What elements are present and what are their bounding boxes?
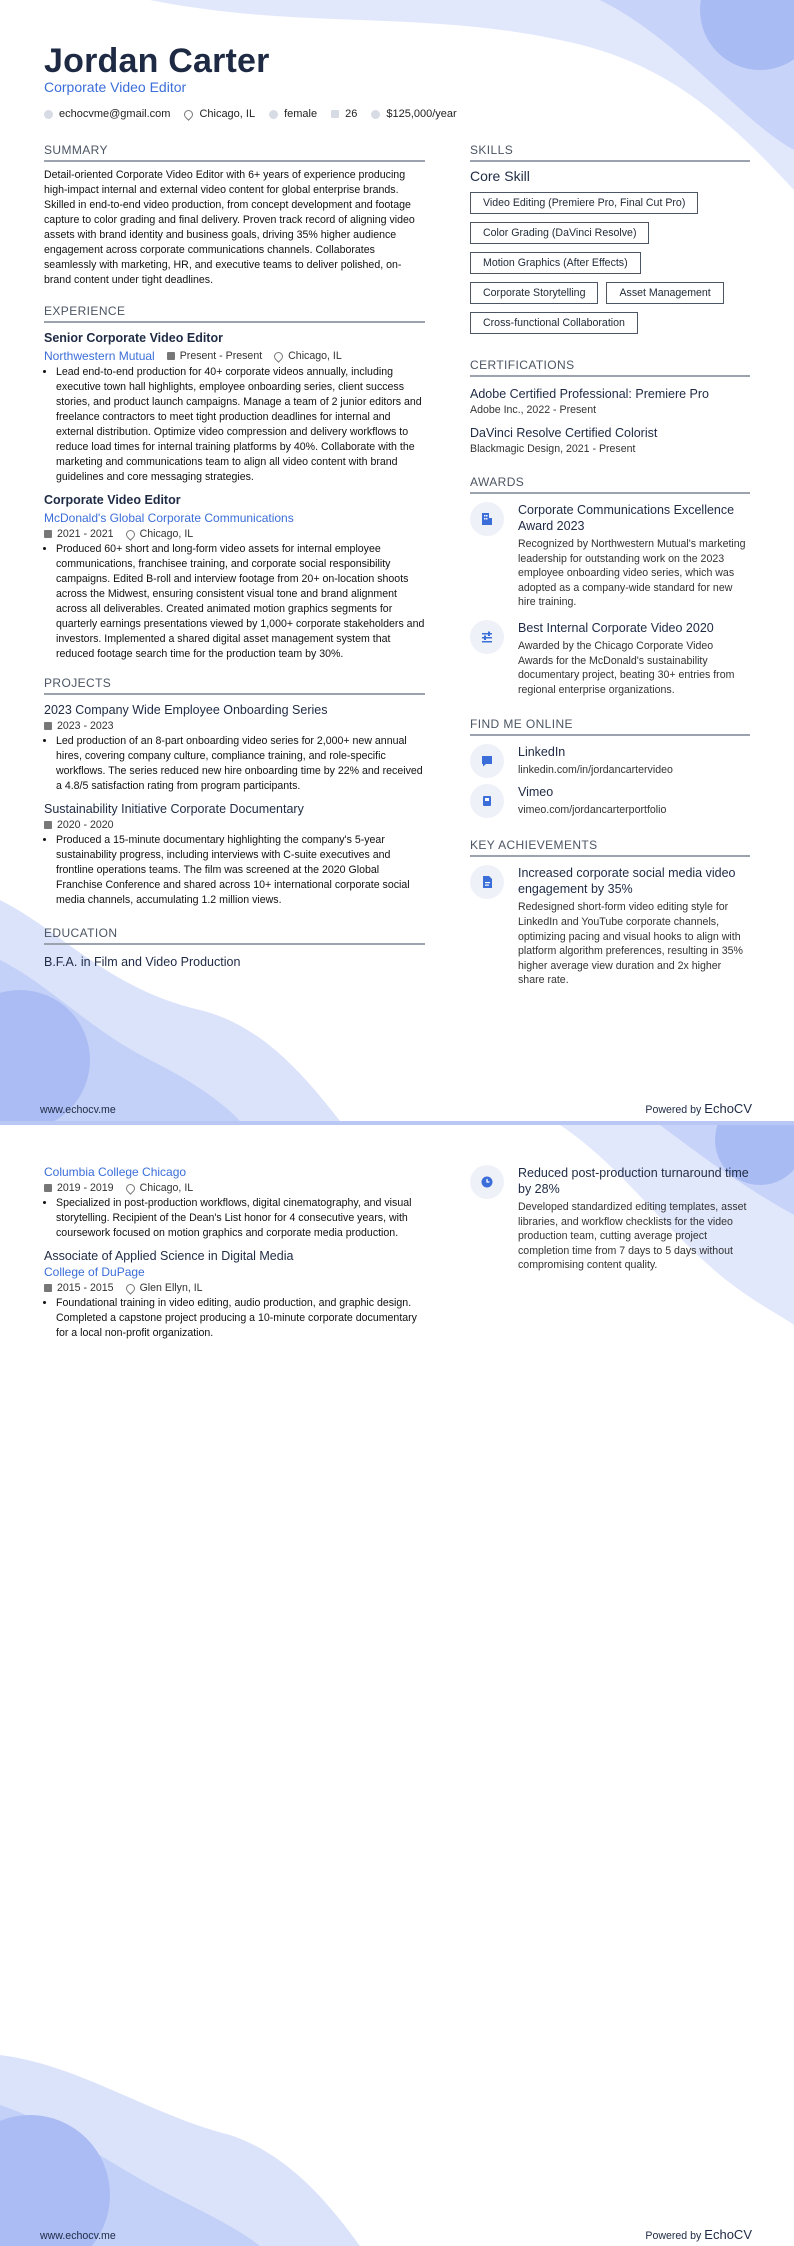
award-building-icon: [470, 502, 504, 536]
location-item: [184, 108, 255, 120]
school-name: Columbia College Chicago: [44, 1165, 187, 1179]
job-title: Senior Corporate Video Editor: [44, 331, 223, 345]
achievement-entry: [470, 865, 750, 988]
project-description: • Led production of an 8-part onboarding video series for 2,000+ new annual hires, covering company culture, compliance training, and role-specific workflows. The series reduced new hire onboarding time by 22% and received a 4.8/5 satisfaction rating from program participants.: [56, 734, 425, 794]
candidate-name: Jordan Carter: [44, 42, 270, 80]
education-entry: [44, 1249, 425, 1341]
education-entry: [44, 1165, 425, 1241]
award-sliders-icon: [470, 620, 504, 654]
school-name: College of DuPage: [44, 1265, 145, 1279]
job-description: • Produced 60+ short and long-form video assets for internal employee communications, franchisee training, and corporate social responsibility campaigns. Edited B-roll and interview footage from 20+ on-location shoots across the Midwest, ensuring consistent visual tone and brand alignment across all deliverables. Created animated motion graphics segments for quarterly earnings presentations viewed by 1,000+ corporate stakeholders and investors. Implemented a shared digital asset management system that reduced footage search time for the production team by 30%.: [56, 542, 425, 662]
online-title: Vimeo: [518, 785, 554, 800]
education-description: • Specialized in post-production workflows, digital cinematography, and visual storytelling. Recipient of the Dean's List honor for 4 consecutive years, with coursework focused on motion graphics and corporate media production.: [56, 1196, 425, 1241]
footer-powered-by: [645, 1101, 752, 1116]
calendar-icon: [167, 352, 175, 360]
achievement-entry: [470, 1165, 750, 1273]
achievement-document-icon: [470, 865, 504, 899]
project-dates: 2023 - 2023: [57, 720, 114, 732]
company-name: Northwestern Mutual: [44, 349, 155, 363]
online-entry: [470, 744, 750, 778]
calendar-icon: [44, 1184, 52, 1192]
email-item: [44, 108, 170, 120]
resume-page-1: [0, 0, 794, 1121]
projects-heading: PROJECTS: [44, 676, 425, 695]
certifications-heading: CERTIFICATIONS: [470, 358, 750, 377]
contact-bar: [44, 108, 457, 120]
salary-item: [371, 108, 456, 120]
job-description: • Lead end-to-end production for 40+ corporate videos annually, including executive town hall highlights, employee onboarding series, client success stories, and product launch campaigns. Manage a team of 2 junior editors and freelance contractors to meet tight production deadlines for internal and external distribution. Optimize video compression and delivery workflows to reduce load times for internal training platforms by 40%. Collaborate with the marketing and communications team to align all video content with brand guidelines and core messaging strategies.: [56, 365, 425, 485]
resume-page-2: [0, 1125, 794, 2246]
job-entry: [44, 331, 425, 485]
project-title: 2023 Company Wide Employee Onboarding Series: [44, 703, 328, 717]
email-text: echocvme@gmail.com: [59, 108, 171, 120]
education-description: • Foundational training in video editing, audio production, and graphic design. Completed a capstone project producing a 10-minute corporate documentary for a local non-profit organization.: [56, 1296, 425, 1341]
gender-item: [269, 108, 317, 120]
age-text: 26: [345, 108, 358, 120]
salary-text: $125,000/year: [386, 108, 457, 120]
footer-powered-by: [645, 2227, 752, 2242]
award-description: Recognized by Northwestern Mutual's marketing leadership for outstanding work on the 2023 employee onboarding video series, which was adopted as a company-wide standard for new hire training.: [518, 538, 746, 609]
certification-issuer: Adobe Inc., 2022 - Present: [470, 404, 597, 416]
powered-by-text: Powered by: [645, 2230, 702, 2242]
location-pin-icon: [124, 1182, 137, 1195]
education-dates: 2019 - 2019: [57, 1182, 114, 1194]
degree-title: Associate of Applied Science in Digital Media: [44, 1249, 294, 1263]
job-entry: [44, 493, 425, 662]
calendar-icon: [331, 110, 339, 118]
project-dates: 2020 - 2020: [57, 819, 114, 831]
skill-tag: Motion Graphics (After Effects): [470, 252, 641, 274]
brand-logo-text: EchoCV: [704, 2227, 752, 2242]
experience-heading: EXPERIENCE: [44, 304, 425, 323]
gender-text: female: [284, 108, 318, 120]
skill-tag: Color Grading (DaVinci Resolve): [470, 222, 649, 244]
project-title: Sustainability Initiative Corporate Documentary: [44, 802, 304, 816]
achievements-heading: KEY ACHIEVEMENTS: [470, 838, 750, 857]
online-heading: FIND ME ONLINE: [470, 717, 750, 736]
degree-title: B.F.A. in Film and Video Production: [44, 955, 241, 969]
skill-tag: Cross-functional Collaboration: [470, 312, 638, 334]
achievement-title: Reduced post-production turnaround time by 28%: [518, 1166, 749, 1196]
linkedin-link[interactable]: linkedin.com/in/jordancartervideo: [518, 764, 673, 777]
linkedin-chat-icon: [470, 744, 504, 778]
skill-tag: Video Editing (Premiere Pro, Final Cut Pro): [470, 192, 698, 214]
location-text: Chicago, IL: [199, 108, 256, 120]
vimeo-link[interactable]: vimeo.com/jordancarterportfolio: [518, 804, 667, 817]
award-description: Awarded by the Chicago Corporate Video Awards for the McDonald's sustainability documentary project, beating 30+ entries from regional enterprise organizations.: [518, 639, 735, 696]
education-dates: 2015 - 2015: [57, 1282, 114, 1294]
certification-title: DaVinci Resolve Certified Colorist: [470, 426, 658, 440]
location-pin-icon: [272, 350, 285, 363]
location-pin-icon: [124, 1282, 137, 1295]
email-icon: [44, 110, 53, 119]
footer-website[interactable]: www.echocv.me: [40, 2230, 116, 2242]
award-title: Best Internal Corporate Video 2020: [518, 620, 714, 635]
achievement-title: Increased corporate social media video engagement by 35%: [518, 866, 736, 897]
online-title: LinkedIn: [518, 745, 566, 760]
money-icon: [371, 110, 380, 119]
left-column-page-2: [44, 1165, 425, 1341]
company-name: McDonald's Global Corporate Communications: [44, 511, 294, 525]
award-entry: [470, 620, 750, 697]
award-entry: [470, 502, 750, 610]
certification-issuer: Blackmagic Design, 2021 - Present: [470, 443, 636, 455]
achievement-description: Developed standardized editing templates, asset libraries, and workflow checklists for the video production team, cutting average project completion time from 7 days to 5 days without compromising content quality.: [518, 1201, 747, 1272]
location-pin-icon: [183, 108, 196, 121]
calendar-icon: [44, 722, 52, 730]
online-entry: [470, 784, 750, 818]
location-pin-icon: [124, 528, 137, 541]
calendar-icon: [44, 821, 52, 829]
age-item: [331, 108, 357, 120]
project-description: • Produced a 15-minute documentary highlighting the company's 5-year sustainability progress, including interviews with C-suite executives and frontline operations teams. The film was screened at the 2020 Global Franchise Conference and shared across 10+ international corporate social media channels, accumulating 1.2 million views.: [56, 833, 425, 908]
job-title: Corporate Video Editor: [44, 493, 181, 507]
education-location: Glen Ellyn, IL: [139, 1282, 203, 1294]
calendar-icon: [44, 530, 52, 538]
summary-heading: SUMMARY: [44, 143, 425, 162]
certification-title: Adobe Certified Professional: Premiere Pro: [470, 387, 710, 401]
job-location: Chicago, IL: [288, 350, 342, 362]
skill-tags: [470, 192, 750, 334]
awards-heading: AWARDS: [470, 475, 750, 494]
vimeo-book-icon: [470, 784, 504, 818]
award-title: Corporate Communications Excellence Award 2023: [518, 503, 735, 533]
person-icon: [269, 110, 278, 119]
brand-logo-text: EchoCV: [704, 1101, 752, 1116]
job-dates: Present - Present: [179, 350, 263, 362]
powered-by-text: Powered by: [645, 1104, 702, 1116]
skills-heading: SKILLS: [470, 143, 750, 162]
skill-tag: Asset Management: [606, 282, 723, 304]
project-entry: [44, 802, 425, 908]
achievement-clock-icon: [470, 1165, 504, 1199]
skill-tag: Corporate Storytelling: [470, 282, 598, 304]
right-column-page-2: [470, 1165, 750, 1273]
education-location: Chicago, IL: [139, 1182, 194, 1194]
left-column: [44, 143, 425, 969]
candidate-title: Corporate Video Editor: [44, 79, 187, 95]
achievement-description: Redesigned short-form video editing style for LinkedIn and YouTube corporate channels, optimizing pacing and visual hooks to align with platform algorithm preferences, resulting in 35% higher average view duration and 2x higher share rate.: [518, 901, 743, 987]
education-heading: EDUCATION: [44, 926, 425, 945]
right-column: [470, 143, 750, 988]
skills-subheading: Core Skill: [470, 168, 530, 184]
calendar-icon: [44, 1284, 52, 1292]
job-location: Chicago, IL: [139, 528, 194, 540]
summary-text: Detail-oriented Corporate Video Editor with 6+ years of experience producing high-impact internal and external video content for global enterprise brands. Skilled in end-to-end video production, from concept development and footage capture to color grading and final delivery. Proven track record of aligning video assets with brand identity and business goals, driving 35% higher audience engagement across corporate communications channels. Collaborates seamlessly with marketing, HR, and executive teams to deliver polished, on-brand content under tight deadlines.: [44, 169, 415, 286]
project-entry: [44, 703, 425, 794]
footer-website[interactable]: www.echocv.me: [40, 1104, 116, 1116]
job-dates: 2021 - 2021: [57, 528, 114, 540]
